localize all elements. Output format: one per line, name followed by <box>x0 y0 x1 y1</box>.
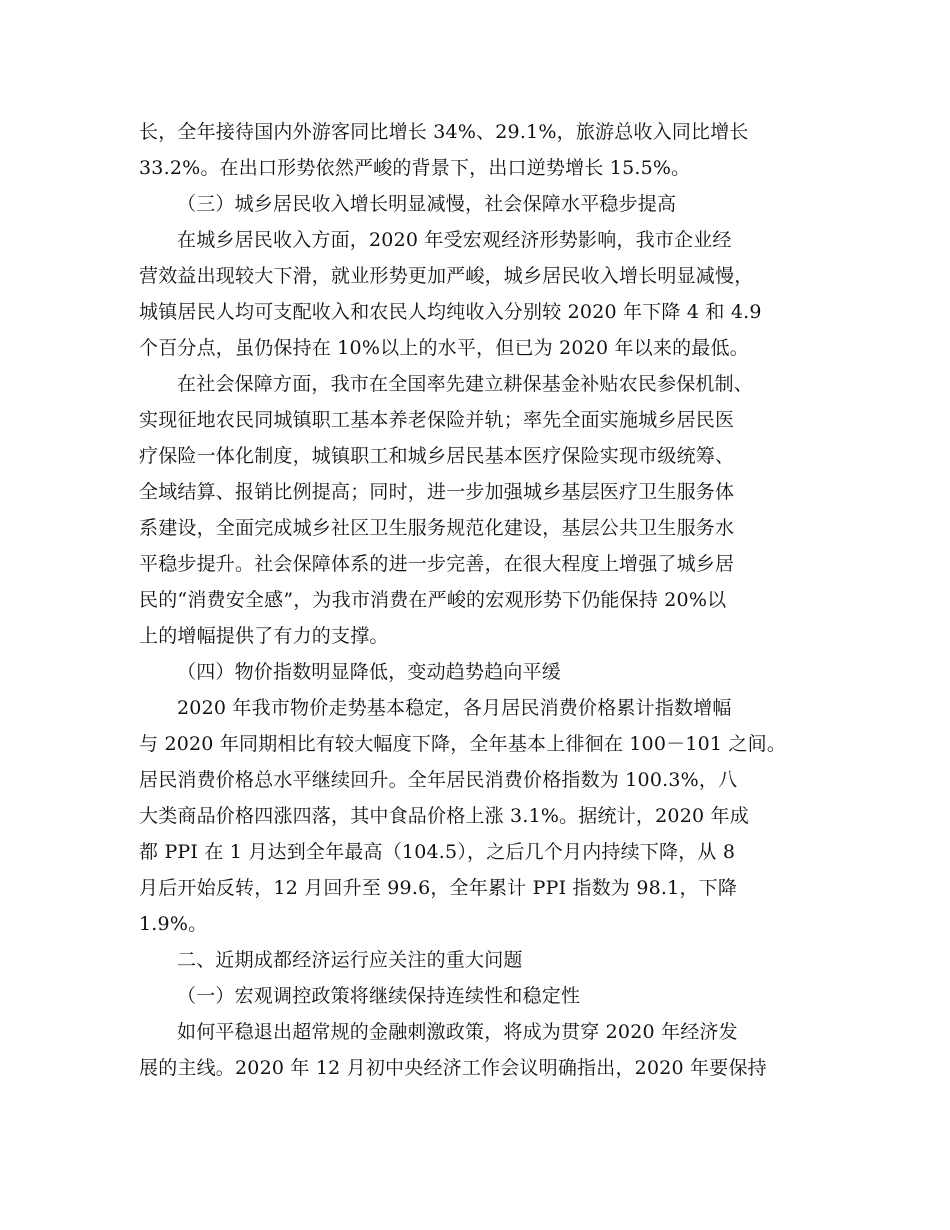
text-line: 实现征地农民同城镇职工基本养老保险并轨；率先全面实施城乡居民医 <box>139 409 735 431</box>
text-line: 城镇居民人均可支配收入和农民人均纯收入分别较 2020 年下降 4 和 4.9 <box>139 301 762 323</box>
text-line: 个百分点，虽仍保持在 10%以上的水平，但已为 2020 年以来的最低。 <box>139 337 749 359</box>
text-line: 上的增幅提供了有力的支撑。 <box>139 625 389 647</box>
text-line: 33.2%。在出口形势依然严峻的背景下，出口逆势增长 15.5%。 <box>139 157 691 179</box>
text-line: 1.9%。 <box>139 913 208 935</box>
text-line: 营效益出现较大下滑，就业形势更加严峻，城乡居民收入增长明显减慢， <box>139 265 754 287</box>
text-line: 疗保险一体化制度，城镇职工和城乡居民基本医疗保险实现市级统筹、 <box>139 445 735 467</box>
section-heading: （四）物价指数明显降低，变动趋势趋向平缓 <box>177 661 562 683</box>
text-line: 长，全年接待国内外游客同比增长 34%、29.1%，旅游总收入同比增长 <box>139 121 749 143</box>
text-line: 全域结算、报销比例提高；同时，进一步加强城乡基层医疗卫生服务体 <box>139 481 735 503</box>
section-heading: （一）宏观调控政策将继续保持连续性和稳定性 <box>177 985 581 1007</box>
text-line: 与 2020 年同期相比有较大幅度下降，全年基本上徘徊在 100－101 之间。 <box>139 733 787 755</box>
text-line: 都 PPI 在 1 月达到全年最高（104.5），之后几个月内持续下降，从 8 <box>139 841 736 863</box>
text-line: 民的“消费安全感”，为我市消费在严峻的宏观形势下仍能保持 20%以 <box>139 589 727 611</box>
text-line: 月后开始反转，12 月回升至 99.6，全年累计 PPI 指数为 98.1，下降 <box>139 877 738 899</box>
text-line: 居民消费价格总水平继续回升。全年居民消费价格指数为 100.3%，八 <box>139 769 738 791</box>
text-line: 在城乡居民收入方面，2020 年受宏观经济形势影响，我市企业经 <box>177 229 732 251</box>
section-heading: （三）城乡居民收入增长明显减慢，社会保障水平稳步提高 <box>177 193 677 215</box>
text-line: 系建设，全面完成城乡社区卫生服务规范化建设，基层公共卫生服务水 <box>139 517 735 539</box>
text-line: 如何平稳退出超常规的金融刺激政策，将成为贯穿 2020 年经济发 <box>177 1021 738 1043</box>
text-line: 2020 年我市物价走势基本稳定，各月居民消费价格累计指数增幅 <box>177 697 732 719</box>
text-line: 大类商品价格四涨四落，其中食品价格上涨 3.1%。据统计，2020 年成 <box>139 805 749 827</box>
text-line: 平稳步提升。社会保障体系的进一步完善，在很大程度上增强了城乡居 <box>139 553 735 575</box>
text-line: 在社会保障方面，我市在全国率先建立耕保基金补贴农民参保机制、 <box>177 373 754 395</box>
section-heading: 二、近期成都经济运行应关注的重大问题 <box>177 949 523 971</box>
text-line: 展的主线。2020 年 12 月初中央经济工作会议明确指出，2020 年要保持 <box>139 1057 767 1079</box>
